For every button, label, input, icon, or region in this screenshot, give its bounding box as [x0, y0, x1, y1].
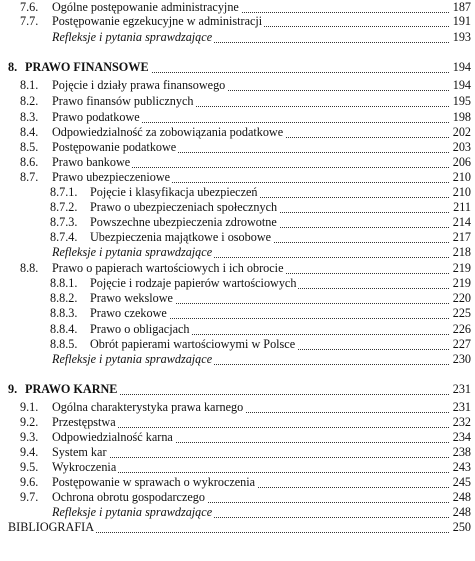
toc-entry-title: System kar	[52, 445, 107, 459]
toc-entry-title: Obrót papierami wartościowymi w Polsce	[90, 337, 296, 351]
toc-entry-number: 9.	[8, 382, 18, 396]
toc-entry-title: Prawo wekslowe	[90, 291, 173, 305]
toc-entry-row	[0, 337, 475, 351]
toc-entry-title: Ochrona obrotu gospodarczego	[52, 490, 205, 504]
toc-entry-number: 8.8.1.	[50, 276, 78, 290]
toc-entry-number: 9.4.	[20, 445, 39, 459]
toc-entry-number: 8.7.4.	[50, 230, 78, 244]
toc-entry-title: Prawo o ubezpieczeniach społecznych	[90, 200, 278, 214]
toc-entry-row	[0, 505, 475, 519]
toc-page-number: 232	[450, 415, 471, 429]
toc-entry-row	[0, 215, 475, 229]
toc-entry-row	[0, 110, 475, 124]
toc-entry-title: Pojęcie i działy prawa finansowego	[52, 78, 226, 92]
toc-entry-row	[0, 430, 475, 444]
toc-entry-title: PRAWO KARNE	[25, 382, 118, 396]
toc-entry-title: Prawo finansów publicznych	[52, 94, 194, 108]
toc-page-number: 191	[450, 14, 471, 28]
toc-page-number: 203	[450, 140, 471, 154]
toc-page-number: 220	[450, 291, 471, 305]
toc-entry-title: Prawo podatkowe	[52, 110, 140, 124]
toc-entry-title: Pojęcie i rodzaje papierów wartościowych	[90, 276, 297, 290]
toc-entry-number: 8.2.	[20, 94, 39, 108]
toc-chapter-row	[0, 60, 475, 74]
toc-entry-title: Prawo o obligacjach	[90, 322, 190, 336]
toc-entry-title: Prawo ubezpieczeniowe	[52, 170, 171, 184]
toc-page-number: 243	[450, 460, 471, 474]
toc-entry-title: Refleksje i pytania sprawdzające	[52, 352, 213, 366]
toc-entry-row	[0, 520, 475, 534]
toc-entry-title: Ogólna charakterystyka prawa karnego	[52, 400, 244, 414]
toc-entry-row	[0, 94, 475, 108]
toc-page-number: 230	[450, 352, 471, 366]
toc-entry-row	[0, 352, 475, 366]
toc-entry-row	[0, 306, 475, 320]
toc-entry-number: 8.7.	[20, 170, 39, 184]
toc-entry-title: Refleksje i pytania sprawdzające	[52, 505, 213, 519]
toc-page-number: 187	[450, 0, 471, 14]
toc-entry-row	[0, 261, 475, 275]
toc-entry-row	[0, 185, 475, 199]
toc-entry-number: 8.8.4.	[50, 322, 78, 336]
toc-entry-row	[0, 14, 475, 28]
toc-entry-title: Refleksje i pytania sprawdzające	[52, 30, 213, 44]
toc-page-number: 234	[450, 430, 471, 444]
toc-entry-number: 9.2.	[20, 415, 39, 429]
toc-entry-row	[0, 230, 475, 244]
toc-entry-number: 8.8.	[20, 261, 39, 275]
toc-entry-row	[0, 30, 475, 44]
toc-entry-title: Powszechne ubezpieczenia zdrowotne	[90, 215, 277, 229]
toc-page-number: 210	[450, 185, 471, 199]
toc-entry-row	[0, 78, 475, 92]
toc-entry-title: Prawo bankowe	[52, 155, 131, 169]
toc-entry-row	[0, 0, 475, 14]
toc-page-number: 210	[450, 170, 471, 184]
toc-page-number: 238	[450, 445, 471, 459]
toc-entry-number: 8.7.3.	[50, 215, 78, 229]
toc-chapter-row	[0, 382, 475, 396]
toc-page-number: 231	[450, 382, 471, 396]
toc-page-number: 250	[450, 520, 471, 534]
toc-entry-row	[0, 291, 475, 305]
toc-page-number: 195	[450, 94, 471, 108]
toc-page-number: 206	[450, 155, 471, 169]
toc-entry-title: PRAWO FINANSOWE	[25, 60, 149, 74]
toc-page-number: 202	[450, 125, 471, 139]
toc-page-number: 217	[450, 230, 471, 244]
toc-entry-title: Postępowanie podatkowe	[52, 140, 177, 154]
toc-entry-row	[0, 322, 475, 336]
toc-entry-row	[0, 475, 475, 489]
toc-entry-title: Odpowiedzialność za zobowiązania podatkowe	[52, 125, 284, 139]
toc-entry-number: 9.7.	[20, 490, 39, 504]
toc-entry-row	[0, 245, 475, 259]
toc-page-number: 225	[450, 306, 471, 320]
toc-entry-row	[0, 125, 475, 139]
toc-entry-number: 8.1.	[20, 78, 39, 92]
toc-entry-number: 8.7.1.	[50, 185, 78, 199]
toc-entry-number: 8.5.	[20, 140, 39, 154]
toc-entry-row	[0, 445, 475, 459]
toc-page-number: 231	[450, 400, 471, 414]
toc-entry-title: Przestępstwa	[52, 415, 116, 429]
toc-entry-row	[0, 490, 475, 504]
toc-entry-number: 9.3.	[20, 430, 39, 444]
toc-entry-row	[0, 140, 475, 154]
toc-entry-row	[0, 200, 475, 214]
toc-page-number: 248	[450, 505, 471, 519]
toc-page-number: 226	[450, 322, 471, 336]
toc-entry-title: Ogólne postępowanie administracyjne	[52, 0, 239, 14]
toc-entry-number: 8.8.5.	[50, 337, 78, 351]
toc-entry-number: 8.4.	[20, 125, 39, 139]
toc-entry-row	[0, 155, 475, 169]
toc-entry-number: 9.1.	[20, 400, 39, 414]
toc-page-number: 193	[450, 30, 471, 44]
toc-entry-number: 8.3.	[20, 110, 39, 124]
toc-entry-title: Prawo czekowe	[90, 306, 167, 320]
toc-page-number: 198	[450, 110, 471, 124]
toc-entry-number: 9.5.	[20, 460, 39, 474]
toc-page-number: 194	[450, 60, 471, 74]
toc-page-number: 248	[450, 490, 471, 504]
toc-entry-number: 7.7.	[20, 14, 39, 28]
toc-entry-title: Postępowanie w sprawach o wykroczenia	[52, 475, 256, 489]
toc-page-number: 219	[450, 276, 471, 290]
toc-page-number: 194	[450, 78, 471, 92]
toc-page-number: 219	[450, 261, 471, 275]
toc-page-number: 218	[450, 245, 471, 259]
toc-entry-number: 8.	[8, 60, 18, 74]
toc-page-number: 211	[450, 200, 471, 214]
toc-page-number: 214	[450, 215, 471, 229]
toc-entry-number: 7.6.	[20, 0, 39, 14]
toc-entry-row	[0, 400, 475, 414]
toc-page-number: 245	[450, 475, 471, 489]
toc-entry-number: 9.6.	[20, 475, 39, 489]
toc-entry-title: Prawo o papierach wartościowych i ich obrocie	[52, 261, 284, 275]
toc-entry-number: 8.7.2.	[50, 200, 78, 214]
toc-entry-title: Wykroczenia	[52, 460, 117, 474]
toc-entry-number: 8.8.2.	[50, 291, 78, 305]
toc-entry-row	[0, 276, 475, 290]
toc-page-number: 227	[450, 337, 471, 351]
toc-entry-row	[0, 170, 475, 184]
toc-entry-title: Ubezpieczenia majątkowe i osobowe	[90, 230, 272, 244]
toc-entry-title: Postępowanie egzekucyjne w administracji	[52, 14, 263, 28]
toc-entry-title: Odpowiedzialność karna	[52, 430, 173, 444]
toc-entry-title: Pojęcie i klasyfikacja ubezpieczeń	[90, 185, 258, 199]
toc-entry-title: BIBLIOGRAFIA	[8, 520, 94, 534]
toc-entry-number: 8.6.	[20, 155, 39, 169]
toc-entry-title: Refleksje i pytania sprawdzające	[52, 245, 213, 259]
toc-entry-row	[0, 415, 475, 429]
toc-dot-leader	[52, 457, 467, 458]
toc-entry-row	[0, 460, 475, 474]
toc-entry-number: 8.8.3.	[50, 306, 78, 320]
